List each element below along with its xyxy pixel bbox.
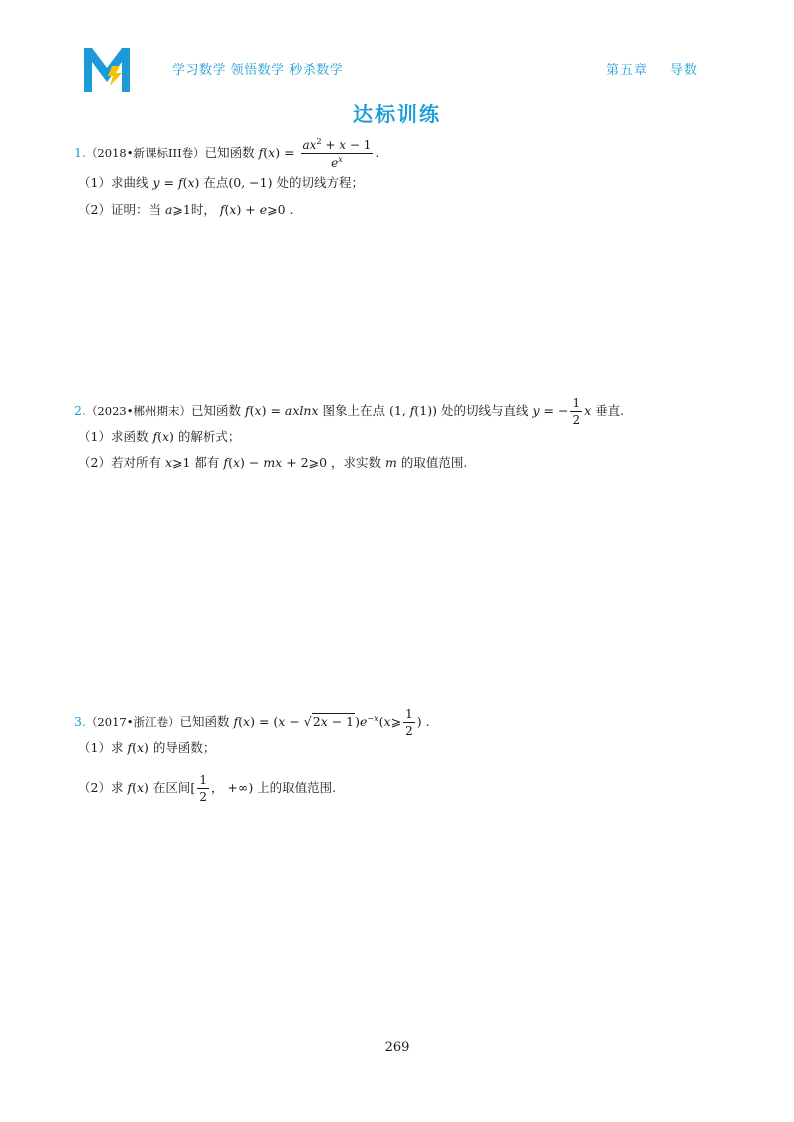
fraction: $\frac{1}{2}$ [405,707,413,738]
question-source: （2017•浙江卷） [85,715,180,729]
header-slogan: 学习数学 领悟数学 秒杀数学 [172,63,344,78]
question-number: 2. [74,403,86,418]
chapter-label [606,59,698,78]
question-2-stem: 2.（2023•郴州期末）已知函数 f(x) = axlnx 图象上在点 (1, f(1)) 处的切线与直线 y = − $\frac{1}{2}$ x 垂直. [74,396,625,427]
question-number: 1. [74,145,86,160]
question-1-part-1: （1）求曲线 y = f(x) 在点(0, −1) 处的切线方程； [78,175,364,190]
question-number: 3. [74,714,86,729]
question-3-part-1: （1）求 f(x) 的导函数； [78,740,216,755]
page-title: 达标训练 [353,102,441,126]
page-number: 269 [384,1040,410,1055]
question-1-stem: 1.（2018•新课标III卷）已知函数 f(x) = $\frac{ax^2 + x - 1}{e^x}$ . [74,137,380,170]
fraction: $\frac{ax^2 + x - 1}{e^x}$ [302,137,372,170]
logo-icon [82,46,132,94]
question-1-part-2: （2）证明：当 a⩾1时， f(x) + e⩾0 . [78,202,294,217]
question-2-part-2: （2）若对所有 x⩾1 都有 f(x) − mx + 2⩾0 ，求实数 m 的取值范围. [78,455,468,470]
question-source: （2023•郴州期末） [85,404,191,418]
question-2-part-1: （1）求函数 f(x) 的解析式； [78,429,241,444]
fraction: $\frac{1}{2}$ [199,773,207,804]
question-3-part-2: （2）求 f(x) 在区间[ $\frac{1}{2}$ ， +∞) 上的取值范围. [78,773,337,804]
question-source: （2018•新课标III卷） [85,146,205,160]
question-3-stem: 3.（2017•浙江卷）已知函数 $f(x) = (x - √2x - 1)e^{-x}(x⩾$ $\frac{1}{2}$ ) . [74,707,430,738]
fraction: $\frac{1}{2}$ [572,396,581,427]
chapter-number: 第五章 [606,63,649,78]
chapter-topic: 导数 [670,63,699,78]
